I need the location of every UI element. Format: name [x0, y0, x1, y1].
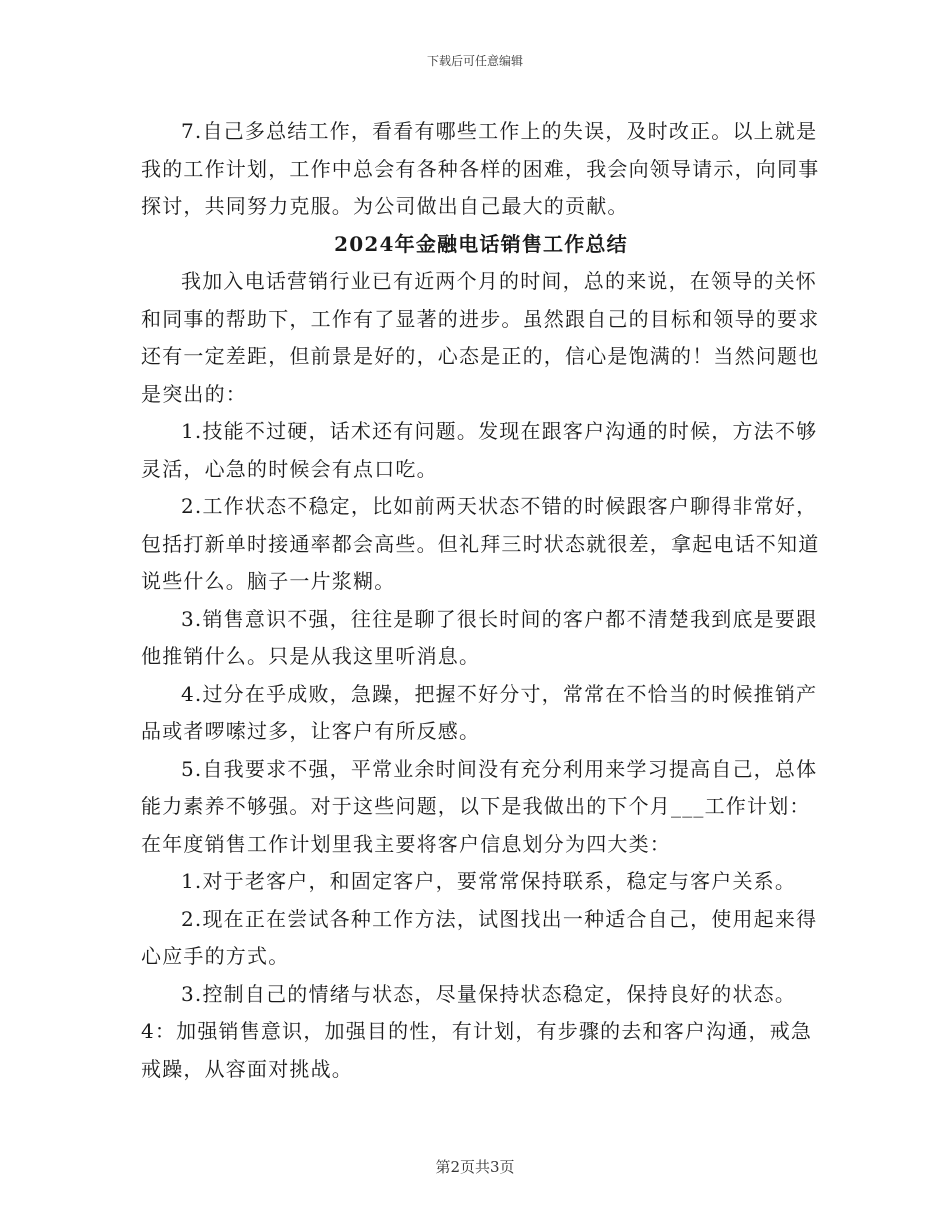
- paragraph: 1.对于老客户，和固定客户，要常常保持联系，稳定与客户关系。: [181, 869, 797, 893]
- document-body: [141, 113, 821, 1088]
- page-header: 下载后可任意编辑: [426, 54, 523, 68]
- paragraph: 4：加强销售意识，加强目的性，有计划，有步骤的去和客户沟通，戒急戒躁，从容面对挑战。: [141, 1019, 813, 1081]
- section-title: 2024年金融电话销售工作总结: [334, 231, 628, 256]
- paragraph: 3.控制自己的情绪与状态，尽量保持状态稳定，保持良好的状态。: [181, 981, 797, 1006]
- paragraph: 1.技能不过硬，话术还有问题。发现在跟客户沟通的时候，方法不够灵活，心急的时候会有点口吃。: [141, 419, 818, 481]
- paragraph: 5.自我要求不强，平常业余时间没有充分利用来学习提高自己，总体能力素养不够强。对于这些问题，以下是我做出的下个月___工作计划：在年度销售工作计划里我主要将客户信息划分为四大类：: [141, 756, 818, 856]
- paragraph: 2.工作状态不稳定，比如前两天状态不错的时候跟客户聊得非常好，包括打新单时接通率都会高些。但礼拜三时状态就很差，拿起电话不知道说些什么。脑子一片浆糊。: [141, 494, 820, 593]
- paragraph: 3.销售意识不强，往往是聊了很长时间的客户都不清楚我到底是要跟他推销什么。只是从我这里听消息。: [141, 606, 818, 668]
- paragraph: 7.自己多总结工作，看看有哪些工作上的失误，及时改正。以上就是我的工作计划，工作中总会有各种各样的困难，我会向领导请示，向同事探讨，共同努力克服。为公司做出自己最大的贡献。: [141, 119, 820, 218]
- paragraph: 2.现在正在尝试各种工作方法，试图找出一种适合自己，使用起来得心应手的方式。: [141, 906, 818, 968]
- page-footer: 第2页共3页: [435, 1158, 515, 1176]
- paragraph: 4.过分在乎成败，急躁，把握不好分寸，常常在不恰当的时候推销产品或者啰嗦过多，让客户有所反感。: [141, 681, 818, 743]
- paragraph: 我加入电话营销行业已有近两个月的时间，总的来说，在领导的关怀和同事的帮助下，工作有了显著的进步。虽然跟自己的目标和领导的要求还有一定差距，但前景是好的，心态是正的，信心是饱满的！当然问题也是突出的：: [141, 269, 820, 406]
